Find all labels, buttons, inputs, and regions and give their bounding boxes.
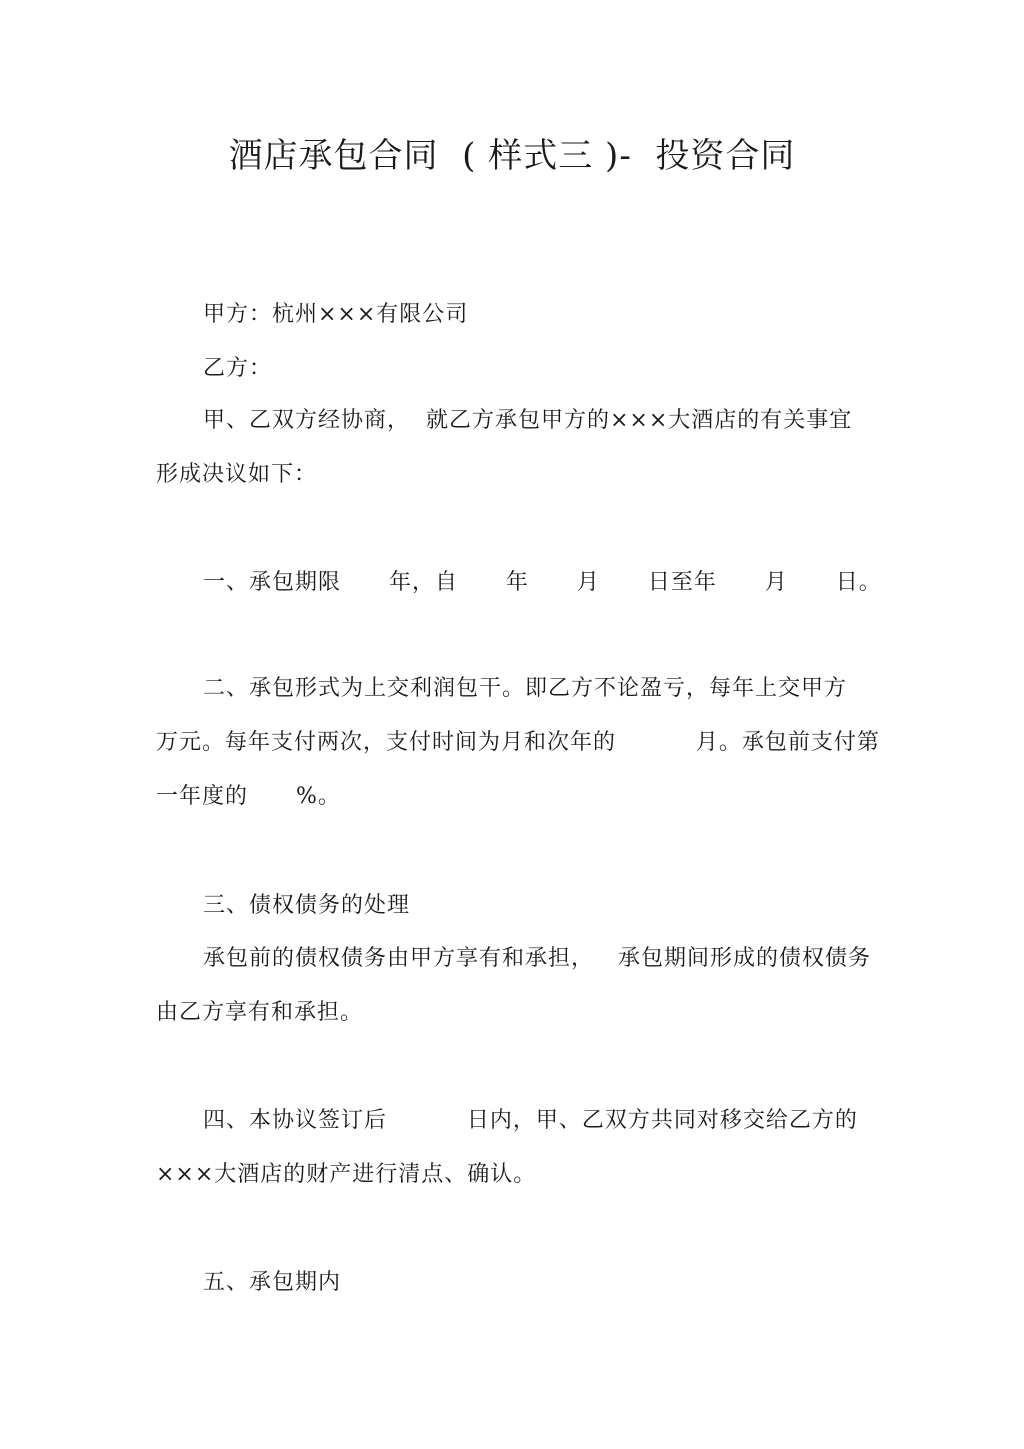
section-3-line-2: 由乙方享有和承担。 (156, 1000, 364, 1025)
section-4-line-2: ×××大酒店的财产进行清点、确认。 (156, 1162, 537, 1187)
section-5-heading: 五、承包期内 (203, 1270, 342, 1295)
party-b-line: 乙方： (203, 356, 273, 381)
section-2-line-2: 万元。每年支付两次，支付时间为月和次年的 月。承包前支付第 (156, 730, 880, 755)
section-2-line-3: 一年度的 %。 (156, 784, 341, 809)
section-3-line-1: 承包前的债权债务由甲方享有和承担， 承包期间形成的债权债务 (203, 946, 871, 971)
intro-paragraph-line-1: 甲、乙双方经协商， 就乙方承包甲方的×××大酒店的有关事宜 (203, 408, 853, 433)
intro-paragraph-line-2: 形成决议如下： (156, 462, 318, 487)
section-1-term: 一、承包期限 年，自 年 月 日至年 月 日。 (203, 570, 882, 595)
section-3-heading: 三、债权债务的处理 (203, 893, 411, 918)
section-2-line-1: 二、承包形式为上交利润包干。即乙方不论盈亏，每年上交甲方 (203, 676, 848, 701)
party-a-line: 甲方：杭州×××有限公司 (203, 302, 469, 327)
document-title: 酒店承包合同 ( 样式三 )- 投资合同 (228, 136, 796, 176)
section-4-line-1: 四、本协议签订后 日内，甲、乙双方共同对移交给乙方的 (203, 1108, 858, 1133)
